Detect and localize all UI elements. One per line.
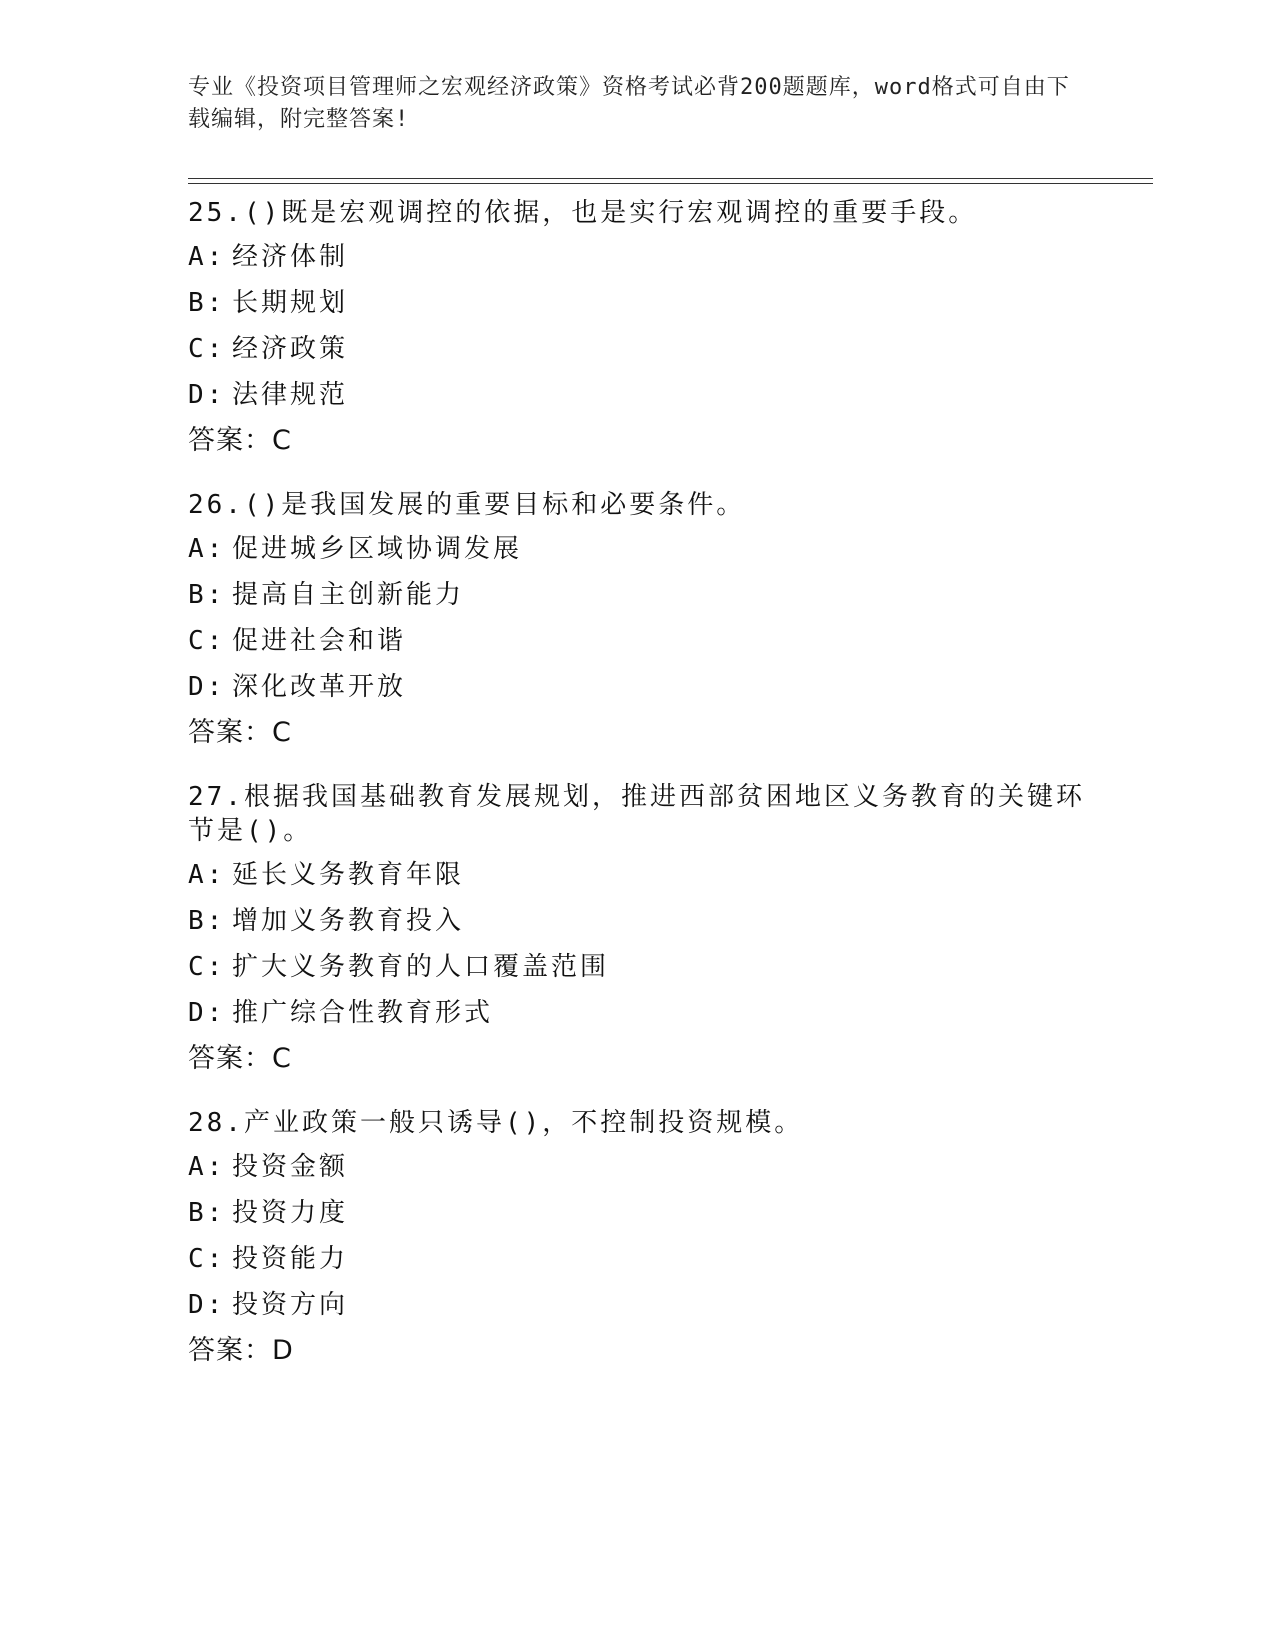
question-28: [188, 1106, 1088, 1368]
option-text: 投资方向: [232, 1290, 349, 1320]
option-d: [188, 670, 1088, 704]
option-text: 经济政策: [232, 334, 349, 364]
option-letter: A:: [188, 534, 226, 564]
question-25: [188, 196, 1088, 458]
option-letter: B:: [188, 580, 226, 610]
option-b: [188, 578, 1088, 612]
option-letter: D:: [188, 1290, 226, 1320]
option-letter: A:: [188, 242, 226, 272]
question-stem: 26.()是我国发展的重要目标和必要条件。: [188, 490, 746, 520]
option-letter: B:: [188, 1198, 226, 1228]
option-letter: C:: [188, 1244, 226, 1274]
question-stem: 27.根据我国基础教育发展规划，推进西部贫困地区义务教育的关键环节是()。: [188, 782, 1085, 846]
option-b: [188, 904, 1088, 938]
option-c: [188, 332, 1088, 366]
answer-label: 答案：C: [188, 1043, 292, 1074]
option-letter: A:: [188, 1152, 226, 1182]
option-d: [188, 1288, 1088, 1322]
answer-label: 答案：C: [188, 717, 292, 748]
answer-label: 答案：D: [188, 1335, 294, 1366]
question-stem: 28.产业政策一般只诱导()，不控制投资规模。: [188, 1108, 804, 1138]
option-letter: D:: [188, 672, 226, 702]
option-text: 增加义务教育投入: [232, 906, 465, 936]
question-26: [188, 488, 1088, 750]
option-a: [188, 532, 1088, 566]
header-rule-bottom: [188, 183, 1153, 184]
question-list: [188, 192, 1088, 1398]
option-text: 推广综合性教育形式: [232, 998, 494, 1028]
option-b: [188, 286, 1088, 320]
option-text: 延长义务教育年限: [232, 860, 465, 890]
option-letter: C:: [188, 334, 226, 364]
option-a: [188, 1150, 1088, 1184]
option-letter: D:: [188, 998, 226, 1028]
option-text: 法律规范: [232, 380, 349, 410]
option-text: 深化改革开放: [232, 672, 407, 702]
option-text: 长期规划: [232, 288, 349, 318]
option-d: [188, 378, 1088, 412]
question-27: [188, 780, 1088, 1076]
option-text: 投资力度: [232, 1198, 349, 1228]
option-text: 投资金额: [232, 1152, 349, 1182]
option-text: 促进城乡区域协调发展: [232, 534, 523, 564]
option-c: [188, 950, 1088, 984]
option-b: [188, 1196, 1088, 1230]
option-text: 促进社会和谐: [232, 626, 407, 656]
option-text: 提高自主创新能力: [232, 580, 465, 610]
option-a: [188, 240, 1088, 274]
option-text: 扩大义务教育的人口覆盖范围: [232, 952, 610, 982]
question-stem: 25.()既是宏观调控的依据，也是实行宏观调控的重要手段。: [188, 198, 978, 228]
option-letter: A:: [188, 860, 226, 890]
header-rule-top: [188, 178, 1153, 179]
answer-label: 答案：C: [188, 425, 292, 456]
document-header: 专业《投资项目管理师之宏观经济政策》资格考试必背200题题库，word格式可自由下载编辑，附完整答案!: [188, 75, 1070, 132]
option-text: 投资能力: [232, 1244, 349, 1274]
option-letter: B:: [188, 288, 226, 318]
option-d: [188, 996, 1088, 1030]
option-a: [188, 858, 1088, 892]
option-letter: B:: [188, 906, 226, 936]
option-letter: C:: [188, 626, 226, 656]
option-letter: D:: [188, 380, 226, 410]
option-text: 经济体制: [232, 242, 349, 272]
option-letter: C:: [188, 952, 226, 982]
option-c: [188, 1242, 1088, 1276]
option-c: [188, 624, 1088, 658]
